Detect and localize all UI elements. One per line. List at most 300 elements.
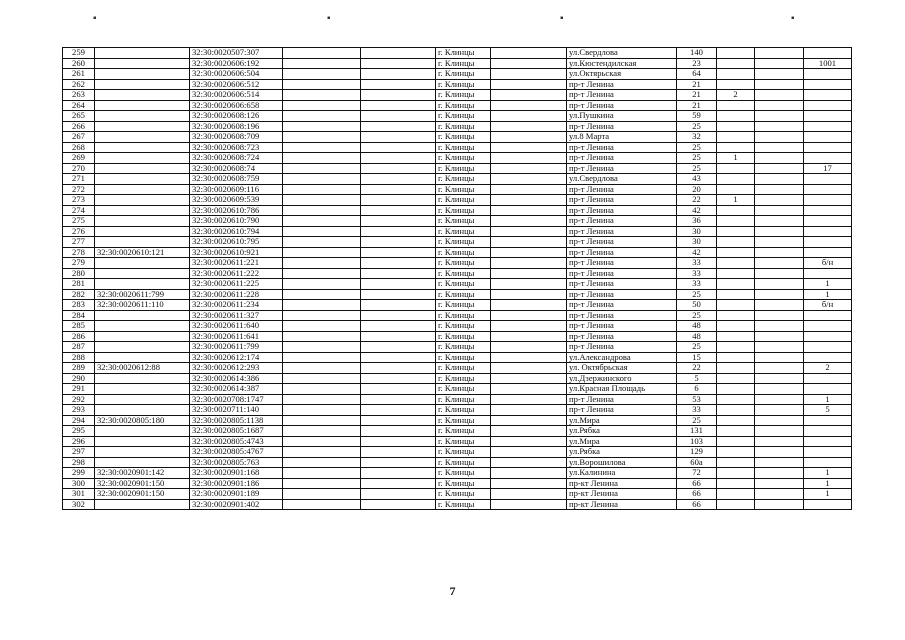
blank-cell xyxy=(491,457,567,468)
cadastral-number-cell: 32:30:0020901:402 xyxy=(190,499,283,510)
blank-cell xyxy=(361,394,436,405)
apartment-cell: 1 xyxy=(804,478,852,489)
old-cadastral-number-cell xyxy=(95,79,190,90)
blank-cell xyxy=(491,195,567,206)
blank-cell xyxy=(491,342,567,353)
old-cadastral-number-cell: 32:30:0020901:150 xyxy=(95,489,190,500)
blank-cell xyxy=(755,237,804,248)
table-row xyxy=(63,258,852,269)
row-number-cell: 276 xyxy=(63,226,95,237)
city-cell: г. Клинцы xyxy=(436,195,491,206)
apartment-cell xyxy=(804,174,852,185)
row-number-cell: 290 xyxy=(63,373,95,384)
row-number-cell: 293 xyxy=(63,405,95,416)
table-row xyxy=(63,184,852,195)
blank-cell xyxy=(491,69,567,80)
page-number: 7 xyxy=(449,584,456,598)
table-row xyxy=(63,111,852,122)
row-number-cell: 292 xyxy=(63,394,95,405)
extra-value-cell xyxy=(717,300,755,311)
old-cadastral-number-cell xyxy=(95,321,190,332)
old-cadastral-number-cell xyxy=(95,268,190,279)
blank-cell xyxy=(755,142,804,153)
blank-cell xyxy=(755,331,804,342)
blank-cell xyxy=(361,363,436,374)
registry-table xyxy=(62,47,852,510)
row-number-cell: 301 xyxy=(63,489,95,500)
blank-cell xyxy=(755,405,804,416)
blank-cell xyxy=(283,100,361,111)
blank-cell xyxy=(283,436,361,447)
row-number-cell: 291 xyxy=(63,384,95,395)
house-number-cell: 48 xyxy=(677,331,717,342)
table-row xyxy=(63,352,852,363)
extra-value-cell xyxy=(717,447,755,458)
street-cell: пр-кт Ленина xyxy=(567,499,677,510)
blank-cell xyxy=(755,216,804,227)
blank-cell xyxy=(755,226,804,237)
row-number-cell: 294 xyxy=(63,415,95,426)
blank-cell xyxy=(755,58,804,69)
extra-value-cell xyxy=(717,478,755,489)
old-cadastral-number-cell xyxy=(95,373,190,384)
blank-cell xyxy=(283,69,361,80)
blank-cell xyxy=(283,195,361,206)
extra-value-cell xyxy=(717,111,755,122)
cadastral-number-cell: 32:30:0020608:724 xyxy=(190,153,283,164)
street-cell: ул.Свердлова xyxy=(567,174,677,185)
blank-cell xyxy=(361,321,436,332)
apartment-cell: 1 xyxy=(804,279,852,290)
blank-cell xyxy=(361,499,436,510)
blank-cell xyxy=(491,373,567,384)
blank-cell xyxy=(283,142,361,153)
row-number-cell: 300 xyxy=(63,478,95,489)
old-cadastral-number-cell: 32:30:0020805:180 xyxy=(95,415,190,426)
city-cell: г. Клинцы xyxy=(436,499,491,510)
apartment-cell: 1 xyxy=(804,489,852,500)
old-cadastral-number-cell xyxy=(95,499,190,510)
table-row xyxy=(63,195,852,206)
apartment-cell xyxy=(804,268,852,279)
city-cell: г. Клинцы xyxy=(436,279,491,290)
blank-cell xyxy=(361,289,436,300)
row-number-cell: 283 xyxy=(63,300,95,311)
blank-cell xyxy=(491,331,567,342)
apartment-cell xyxy=(804,310,852,321)
row-number-cell: 270 xyxy=(63,163,95,174)
row-number-cell: 268 xyxy=(63,142,95,153)
blank-cell xyxy=(361,79,436,90)
extra-value-cell xyxy=(717,226,755,237)
house-number-cell: 33 xyxy=(677,258,717,269)
blank-cell xyxy=(491,415,567,426)
blank-cell xyxy=(755,153,804,164)
street-cell: ул.Мира xyxy=(567,415,677,426)
house-number-cell: 42 xyxy=(677,205,717,216)
city-cell: г. Клинцы xyxy=(436,373,491,384)
row-number-cell: 297 xyxy=(63,447,95,458)
blank-cell xyxy=(361,195,436,206)
street-cell: пр-т Ленина xyxy=(567,321,677,332)
old-cadastral-number-cell xyxy=(95,226,190,237)
blank-cell xyxy=(361,300,436,311)
old-cadastral-number-cell xyxy=(95,90,190,101)
city-cell: г. Клинцы xyxy=(436,331,491,342)
table-row xyxy=(63,499,852,510)
blank-cell xyxy=(491,384,567,395)
table-row xyxy=(63,363,852,374)
cadastral-number-cell: 32:30:0020611:228 xyxy=(190,289,283,300)
apartment-cell xyxy=(804,247,852,258)
blank-cell xyxy=(361,310,436,321)
apartment-cell xyxy=(804,153,852,164)
city-cell: г. Клинцы xyxy=(436,300,491,311)
blank-cell xyxy=(283,48,361,59)
cadastral-number-cell: 32:30:0020611:221 xyxy=(190,258,283,269)
street-cell: ул.Свердлова xyxy=(567,48,677,59)
blank-cell xyxy=(491,499,567,510)
blank-cell xyxy=(491,142,567,153)
house-number-cell: 21 xyxy=(677,100,717,111)
blank-cell xyxy=(361,69,436,80)
house-number-cell: 21 xyxy=(677,79,717,90)
blank-cell xyxy=(361,342,436,353)
blank-cell xyxy=(283,373,361,384)
blank-cell xyxy=(755,310,804,321)
extra-value-cell xyxy=(717,205,755,216)
house-number-cell: 103 xyxy=(677,436,717,447)
table-row xyxy=(63,489,852,500)
blank-cell xyxy=(361,216,436,227)
table-row xyxy=(63,310,852,321)
old-cadastral-number-cell xyxy=(95,216,190,227)
street-cell: пр-т Ленина xyxy=(567,90,677,101)
blank-cell xyxy=(283,310,361,321)
table-row xyxy=(63,58,852,69)
blank-cell xyxy=(755,184,804,195)
house-number-cell: 131 xyxy=(677,426,717,437)
blank-cell xyxy=(755,121,804,132)
cadastral-number-cell: 32:30:0020608:759 xyxy=(190,174,283,185)
city-cell: г. Клинцы xyxy=(436,321,491,332)
blank-cell xyxy=(283,216,361,227)
extra-value-cell xyxy=(717,174,755,185)
house-number-cell: 21 xyxy=(677,90,717,101)
house-number-cell: 53 xyxy=(677,394,717,405)
house-number-cell: 25 xyxy=(677,163,717,174)
row-number-cell: 302 xyxy=(63,499,95,510)
old-cadastral-number-cell: 32:30:0020901:150 xyxy=(95,478,190,489)
table-row xyxy=(63,268,852,279)
city-cell: г. Клинцы xyxy=(436,489,491,500)
city-cell: г. Клинцы xyxy=(436,405,491,416)
blank-cell xyxy=(283,153,361,164)
city-cell: г. Клинцы xyxy=(436,478,491,489)
city-cell: г. Клинцы xyxy=(436,352,491,363)
extra-value-cell xyxy=(717,489,755,500)
city-cell: г. Клинцы xyxy=(436,268,491,279)
blank-cell xyxy=(283,415,361,426)
blank-cell xyxy=(361,352,436,363)
row-number-cell: 259 xyxy=(63,48,95,59)
blank-cell xyxy=(755,289,804,300)
house-number-cell: 42 xyxy=(677,247,717,258)
row-number-cell: 299 xyxy=(63,468,95,479)
blank-cell xyxy=(491,489,567,500)
row-number-cell: 277 xyxy=(63,237,95,248)
old-cadastral-number-cell xyxy=(95,121,190,132)
city-cell: г. Клинцы xyxy=(436,310,491,321)
table-row xyxy=(63,405,852,416)
extra-value-cell xyxy=(717,384,755,395)
street-cell: ул.Дзержинского xyxy=(567,373,677,384)
cadastral-number-cell: 32:30:0020610:786 xyxy=(190,205,283,216)
blank-cell xyxy=(283,237,361,248)
street-cell: ул. Октябрьская xyxy=(567,363,677,374)
table-row xyxy=(63,331,852,342)
cadastral-number-cell: 32:30:0020608:126 xyxy=(190,111,283,122)
old-cadastral-number-cell: 32:30:0020611:110 xyxy=(95,300,190,311)
house-number-cell: 15 xyxy=(677,352,717,363)
blank-cell xyxy=(361,447,436,458)
house-number-cell: 25 xyxy=(677,415,717,426)
street-cell: пр-т Ленина xyxy=(567,247,677,258)
apartment-cell xyxy=(804,100,852,111)
blank-cell xyxy=(283,111,361,122)
street-cell: ул.8 Марта xyxy=(567,132,677,143)
extra-value-cell xyxy=(717,279,755,290)
extra-value-cell xyxy=(717,216,755,227)
blank-cell xyxy=(361,58,436,69)
blank-cell xyxy=(361,163,436,174)
apartment-cell xyxy=(804,205,852,216)
table-row xyxy=(63,321,852,332)
cadastral-number-cell: 32:30:0020610:794 xyxy=(190,226,283,237)
row-number-cell: 273 xyxy=(63,195,95,206)
extra-value-cell xyxy=(717,310,755,321)
blank-cell xyxy=(755,300,804,311)
blank-cell xyxy=(361,405,436,416)
blank-cell xyxy=(283,300,361,311)
city-cell: г. Клинцы xyxy=(436,415,491,426)
table-row xyxy=(63,205,852,216)
blank-cell xyxy=(491,436,567,447)
row-number-cell: 264 xyxy=(63,100,95,111)
blank-cell xyxy=(491,468,567,479)
apartment-cell xyxy=(804,436,852,447)
cadastral-number-cell: 32:30:0020606:658 xyxy=(190,100,283,111)
street-cell: пр-т Ленина xyxy=(567,216,677,227)
blank-cell xyxy=(491,121,567,132)
apartment-cell xyxy=(804,352,852,363)
cadastral-number-cell: 32:30:0020610:790 xyxy=(190,216,283,227)
city-cell: г. Клинцы xyxy=(436,48,491,59)
cadastral-number-cell: 32:30:0020614:386 xyxy=(190,373,283,384)
extra-value-cell xyxy=(717,100,755,111)
blank-cell xyxy=(755,447,804,458)
cadastral-number-cell: 32:30:0020507:307 xyxy=(190,48,283,59)
street-cell: пр-т Ленина xyxy=(567,258,677,269)
city-cell: г. Клинцы xyxy=(436,436,491,447)
city-cell: г. Клинцы xyxy=(436,363,491,374)
cadastral-number-cell: 32:30:0020610:921 xyxy=(190,247,283,258)
apartment-cell xyxy=(804,415,852,426)
street-cell: пр-т Ленина xyxy=(567,279,677,290)
old-cadastral-number-cell xyxy=(95,132,190,143)
old-cadastral-number-cell xyxy=(95,111,190,122)
house-number-cell: 43 xyxy=(677,174,717,185)
blank-cell xyxy=(755,279,804,290)
street-cell: пр-т Ленина xyxy=(567,300,677,311)
street-cell: пр-т Ленина xyxy=(567,310,677,321)
street-cell: пр-т Ленина xyxy=(567,205,677,216)
blank-cell xyxy=(361,373,436,384)
table-row xyxy=(63,153,852,164)
cadastral-number-cell: 32:30:0020805:4767 xyxy=(190,447,283,458)
city-cell: г. Клинцы xyxy=(436,247,491,258)
street-cell: пр-т Ленина xyxy=(567,195,677,206)
blank-cell xyxy=(491,310,567,321)
street-cell: пр-т Ленина xyxy=(567,237,677,248)
blank-cell xyxy=(755,457,804,468)
old-cadastral-number-cell xyxy=(95,426,190,437)
blank-cell xyxy=(361,268,436,279)
old-cadastral-number-cell xyxy=(95,142,190,153)
house-number-cell: 140 xyxy=(677,48,717,59)
cadastral-number-cell: 32:30:0020805:1138 xyxy=(190,415,283,426)
street-cell: ул.Красная Площадь xyxy=(567,384,677,395)
apartment-cell xyxy=(804,426,852,437)
extra-value-cell xyxy=(717,163,755,174)
table-row xyxy=(63,100,852,111)
cadastral-number-cell: 32:30:0020606:192 xyxy=(190,58,283,69)
city-cell: г. Клинцы xyxy=(436,237,491,248)
extra-value-cell: 2 xyxy=(717,90,755,101)
house-number-cell: 66 xyxy=(677,499,717,510)
apartment-cell xyxy=(804,342,852,353)
house-number-cell: 129 xyxy=(677,447,717,458)
house-number-cell: 66 xyxy=(677,489,717,500)
extra-value-cell: 1 xyxy=(717,153,755,164)
cadastral-number-cell: 32:30:0020608:74 xyxy=(190,163,283,174)
city-cell: г. Клинцы xyxy=(436,394,491,405)
street-cell: пр-т Ленина xyxy=(567,226,677,237)
house-number-cell: 72 xyxy=(677,468,717,479)
blank-cell xyxy=(755,384,804,395)
street-cell: ул.Кюстендилская xyxy=(567,58,677,69)
street-cell: пр-т Ленина xyxy=(567,268,677,279)
table-row xyxy=(63,478,852,489)
table-row xyxy=(63,79,852,90)
top-mark: ▪ xyxy=(560,13,564,24)
blank-cell xyxy=(491,163,567,174)
blank-cell xyxy=(283,184,361,195)
old-cadastral-number-cell xyxy=(95,436,190,447)
blank-cell xyxy=(361,184,436,195)
blank-cell xyxy=(361,100,436,111)
old-cadastral-number-cell: 32:30:0020612:88 xyxy=(95,363,190,374)
street-cell: пр-т Ленина xyxy=(567,100,677,111)
blank-cell xyxy=(491,58,567,69)
blank-cell xyxy=(755,489,804,500)
cadastral-number-cell: 32:30:0020805:1687 xyxy=(190,426,283,437)
apartment-cell: 17 xyxy=(804,163,852,174)
extra-value-cell xyxy=(717,58,755,69)
blank-cell xyxy=(283,499,361,510)
row-number-cell: 287 xyxy=(63,342,95,353)
blank-cell xyxy=(755,468,804,479)
apartment-cell: 1001 xyxy=(804,58,852,69)
cadastral-number-cell: 32:30:0020610:795 xyxy=(190,237,283,248)
row-number-cell: 285 xyxy=(63,321,95,332)
old-cadastral-number-cell xyxy=(95,331,190,342)
city-cell: г. Клинцы xyxy=(436,153,491,164)
apartment-cell xyxy=(804,237,852,248)
blank-cell xyxy=(361,205,436,216)
blank-cell xyxy=(755,373,804,384)
street-cell: ул.Пушкина xyxy=(567,111,677,122)
apartment-cell: 1 xyxy=(804,394,852,405)
table-row xyxy=(63,48,852,59)
table-row xyxy=(63,426,852,437)
city-cell: г. Клинцы xyxy=(436,90,491,101)
city-cell: г. Клинцы xyxy=(436,121,491,132)
top-mark: ▪ xyxy=(791,13,795,24)
blank-cell xyxy=(755,79,804,90)
house-number-cell: 64 xyxy=(677,69,717,80)
table-row xyxy=(63,216,852,227)
blank-cell xyxy=(755,268,804,279)
city-cell: г. Клинцы xyxy=(436,79,491,90)
table-row xyxy=(63,174,852,185)
house-number-cell: 25 xyxy=(677,153,717,164)
old-cadastral-number-cell xyxy=(95,205,190,216)
blank-cell xyxy=(283,384,361,395)
blank-cell xyxy=(283,447,361,458)
blank-cell xyxy=(491,258,567,269)
house-number-cell: 25 xyxy=(677,310,717,321)
street-cell: пр-кт Ленина xyxy=(567,489,677,500)
house-number-cell: 32 xyxy=(677,132,717,143)
cadastral-number-cell: 32:30:0020608:196 xyxy=(190,121,283,132)
city-cell: г. Клинцы xyxy=(436,468,491,479)
blank-cell xyxy=(755,100,804,111)
cadastral-number-cell: 32:30:0020612:174 xyxy=(190,352,283,363)
blank-cell xyxy=(755,163,804,174)
city-cell: г. Клинцы xyxy=(436,111,491,122)
city-cell: г. Клинцы xyxy=(436,258,491,269)
blank-cell xyxy=(755,342,804,353)
row-number-cell: 295 xyxy=(63,426,95,437)
blank-cell xyxy=(361,426,436,437)
blank-cell xyxy=(755,363,804,374)
cadastral-number-cell: 32:30:0020901:186 xyxy=(190,478,283,489)
blank-cell xyxy=(283,132,361,143)
city-cell: г. Клинцы xyxy=(436,174,491,185)
blank-cell xyxy=(361,48,436,59)
city-cell: г. Клинцы xyxy=(436,289,491,300)
apartment-cell xyxy=(804,142,852,153)
row-number-cell: 267 xyxy=(63,132,95,143)
row-number-cell: 265 xyxy=(63,111,95,122)
house-number-cell: 25 xyxy=(677,342,717,353)
old-cadastral-number-cell xyxy=(95,310,190,321)
house-number-cell: 20 xyxy=(677,184,717,195)
old-cadastral-number-cell xyxy=(95,58,190,69)
extra-value-cell xyxy=(717,69,755,80)
blank-cell xyxy=(491,100,567,111)
